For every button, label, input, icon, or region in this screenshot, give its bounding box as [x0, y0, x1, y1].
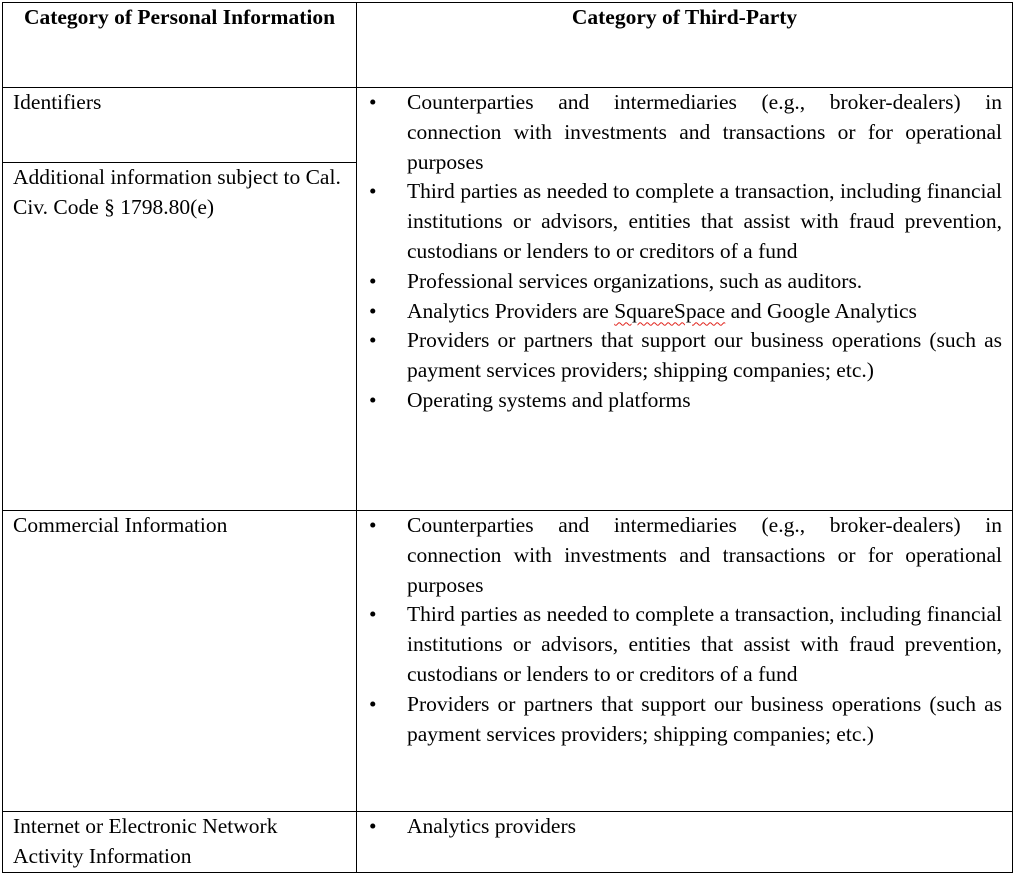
- category-network-activity: Internet or Electronic Network Activity Information: [13, 814, 278, 868]
- third-party-list: [357, 511, 1012, 749]
- list-item: • Analytics providers: [407, 812, 1002, 842]
- third-party-list: [357, 88, 1012, 416]
- list-item: • Analytics Providers are SquareSpace and Google Analytics: [407, 297, 1002, 327]
- disclosure-table: [2, 2, 1013, 873]
- bullet-icon: •: [369, 513, 377, 537]
- bullet-icon: •: [369, 179, 377, 204]
- bullet-icon: •: [369, 602, 377, 627]
- list-item: • Professional services organizations, such as auditors.: [407, 267, 1002, 297]
- category-cell: [3, 88, 357, 511]
- third-party-list: [357, 812, 1012, 842]
- bullet-icon: •: [369, 268, 377, 293]
- category-cell: [3, 511, 357, 812]
- bullet-icon: •: [369, 387, 377, 412]
- category-commercial-info: Commercial Information: [13, 513, 228, 537]
- list-item: • Providers or partners that support our business operations (such as payment services providers; shipping companies; etc.): [369, 328, 1002, 383]
- bullet-icon: •: [369, 90, 377, 114]
- list-item: • Counterparties and intermediaries (e.g., broker-dealers) in connection with investments and transactions or for operational purposes: [369, 513, 1002, 597]
- category-cell: [3, 812, 357, 873]
- bullet-icon: •: [369, 328, 377, 353]
- header-row: [3, 3, 1013, 88]
- bullet-icon: •: [369, 691, 377, 716]
- table-row: [3, 88, 1013, 511]
- header-personal-info: Category of Personal Information: [3, 3, 357, 88]
- header-third-party: Category of Third-Party: [357, 3, 1013, 88]
- list-item: • Counterparties and intermediaries (e.g., broker-dealers) in connection with investments and transactions or for operational purposes: [369, 90, 1002, 174]
- third-party-cell: [357, 812, 1013, 873]
- third-party-cell: [357, 88, 1013, 511]
- list-item: • Providers or partners that support our business operations (such as payment services providers; shipping companies; etc.): [369, 691, 1002, 746]
- list-item: • Third parties as needed to complete a transaction, including financial institutions or advisors, entities that assist with fraud prevention, custodians or lenders to or creditors of a fund: [369, 179, 1002, 263]
- bullet-icon: •: [369, 814, 377, 838]
- third-party-cell: [357, 511, 1013, 812]
- list-item: • Third parties as needed to complete a transaction, including financial institutions or advisors, entities that assist with fraud prevention, custodians or lenders to or creditors of a fund: [369, 602, 1002, 686]
- table-row: [3, 511, 1013, 812]
- spellcheck-flagged-word[interactable]: SquareSpace: [614, 298, 726, 323]
- table-row: [3, 812, 1013, 873]
- category-additional-info: Additional information subject to Cal. Civ. Code § 1798.80(e): [13, 165, 341, 219]
- category-identifiers: Identifiers: [3, 88, 356, 163]
- list-item: • Operating systems and platforms: [407, 386, 1002, 416]
- bullet-icon: •: [369, 298, 377, 323]
